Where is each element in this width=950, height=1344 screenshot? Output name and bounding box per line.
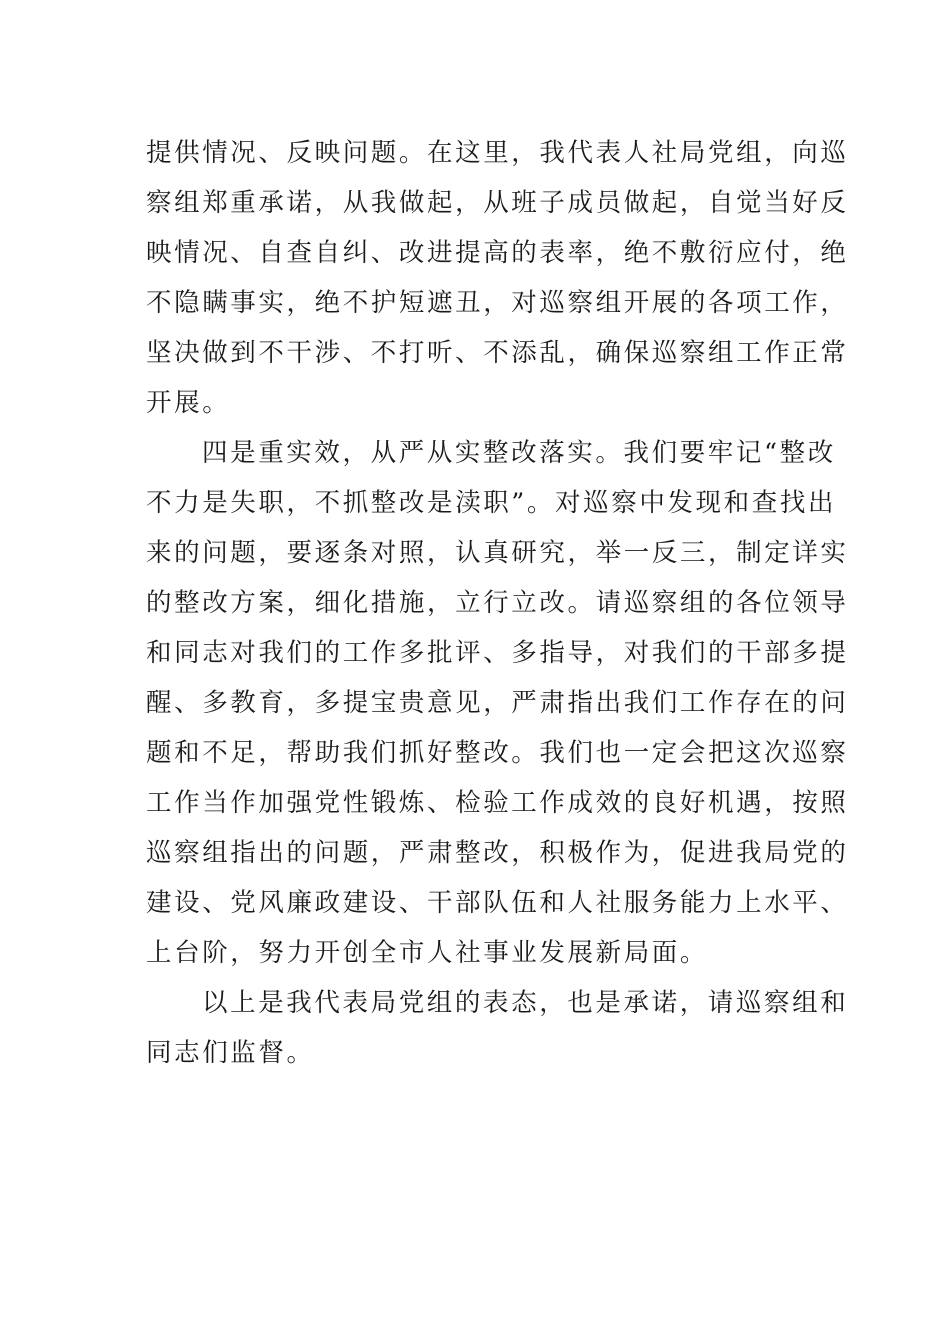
text-line: 不隐瞒事实，绝不护短遮丑，对巡察组开展的各项工作， <box>146 288 849 318</box>
text-line: 同志们监督。 <box>146 1038 315 1068</box>
text-line: 来的问题，要逐条对照，认真研究，举一反三，制定详实 <box>146 538 849 568</box>
paragraph-2 <box>146 428 849 978</box>
text-line: 题和不足，帮助我们抓好整改。我们也一定会把这次巡察 <box>146 738 849 768</box>
text-line: 巡察组指出的问题，严肃整改，积极作为，促进我局党的 <box>146 838 849 868</box>
text-line: 工作当作加强党性锻炼、检验工作成效的良好机遇，按照 <box>146 788 849 818</box>
paragraph-3 <box>146 978 849 1078</box>
text-line: 提供情况、反映问题。在这里，我代表人社局党组，向巡 <box>146 138 849 168</box>
text-line: 映情况、自查自纠、改进提高的表率，绝不敷衍应付，绝 <box>146 238 849 268</box>
text-line: 的整改方案，细化措施，立行立改。请巡察组的各位领导 <box>146 588 849 618</box>
text-line: 建设、党风廉政建设、干部队伍和人社服务能力上水平、 <box>146 888 849 918</box>
paragraph-1 <box>146 128 849 428</box>
document-body <box>146 128 849 1078</box>
text-line: 坚决做到不干涉、不打听、不添乱，确保巡察组工作正常 <box>146 338 849 368</box>
text-line: 以上是我代表局党组的表态，也是承诺，请巡察组和 <box>202 988 849 1018</box>
text-line: 上台阶，努力开创全市人社事业发展新局面。 <box>146 938 709 968</box>
text-line: 醒、多教育，多提宝贵意见，严肃指出我们工作存在的问 <box>146 688 849 718</box>
text-line: 察组郑重承诺，从我做起，从班子成员做起，自觉当好反 <box>146 188 849 218</box>
text-line: 和同志对我们的工作多批评、多指导，对我们的干部多提 <box>146 638 849 668</box>
text-line: 不力是失职，不抓整改是渎职”。对巡察中发现和查找出 <box>146 488 837 518</box>
text-line: 四是重实效，从严从实整改落实。我们要牢记“整改 <box>202 438 836 468</box>
text-line: 开展。 <box>146 388 231 418</box>
